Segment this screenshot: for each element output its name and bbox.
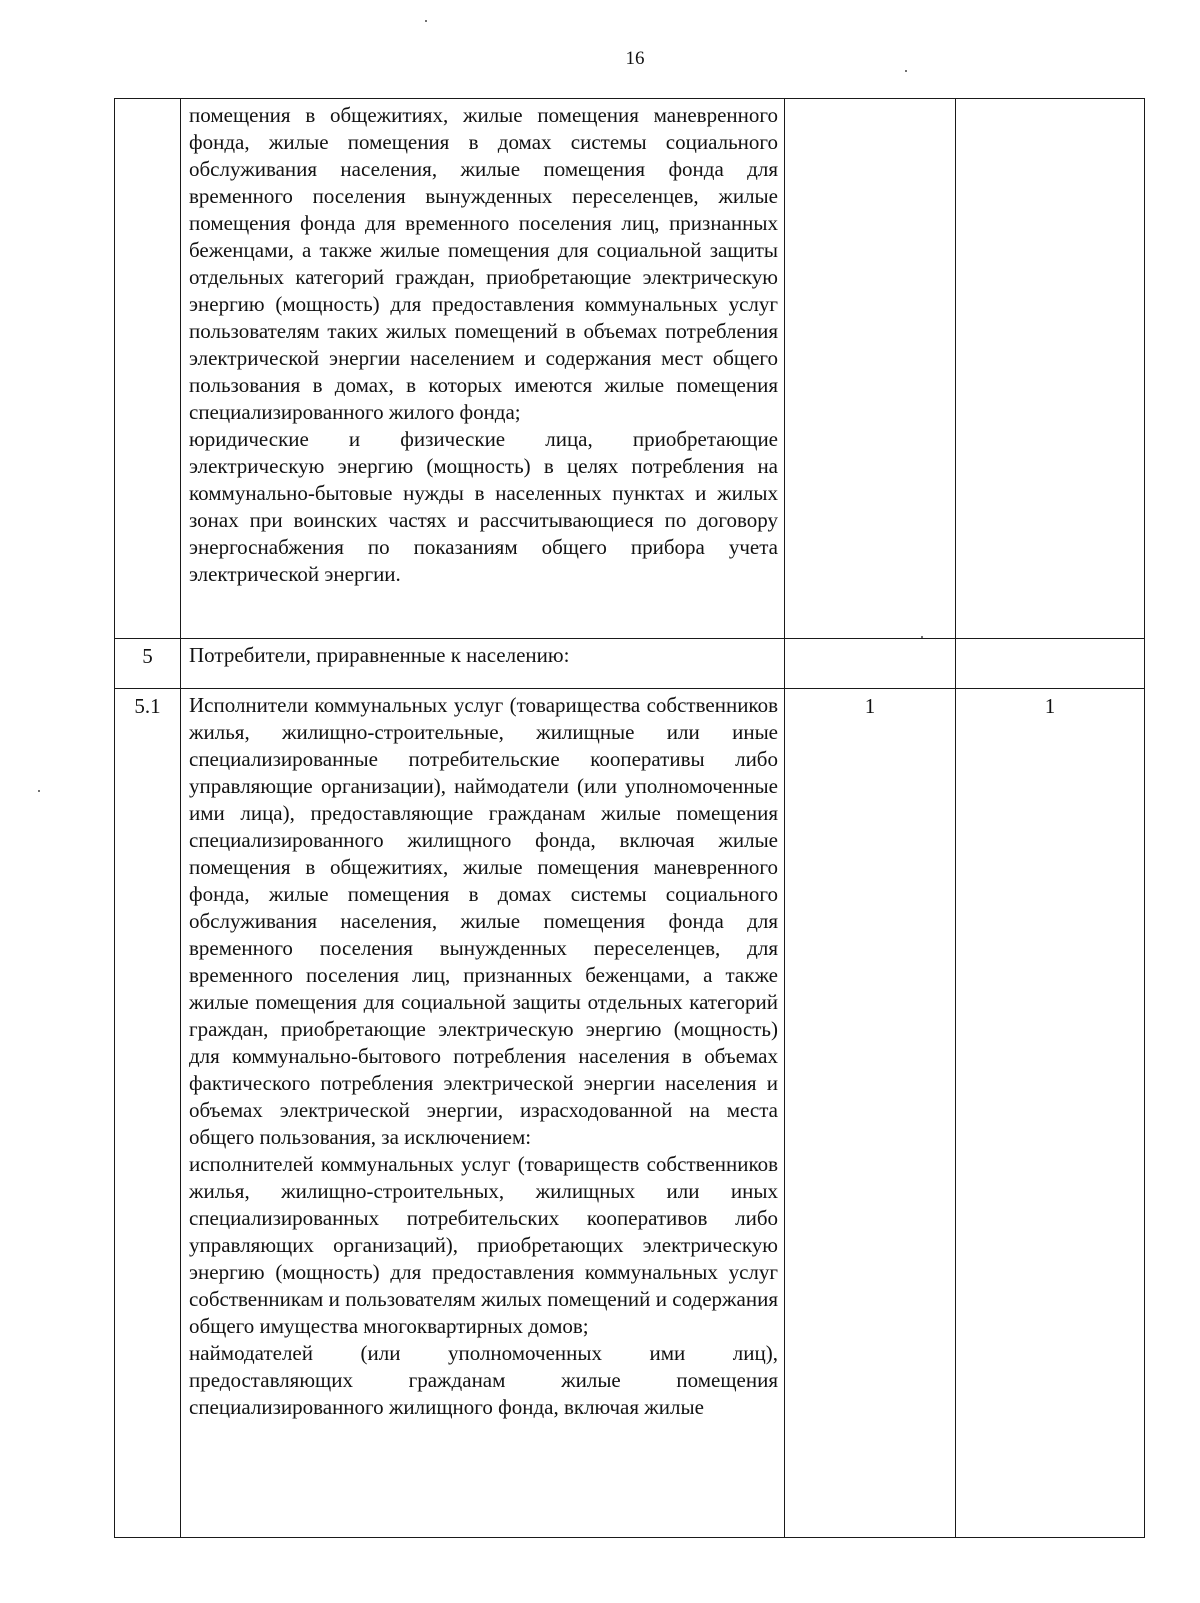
description-paragraph: помещения в общежитиях, жилые помещения маневренного фонда, жилые помещения в домах системы социального обслуживания населения, жилые помещения фонда для временного поселения вынужденных переселенцев, жилые помещения фонда для временного поселения лиц, признанных беженцами, а также жилые помещения для социальной защиты отдельных категорий граждан, приобретающие электрическую энергию (мощность) для предоставления коммунальных услуг пользователям таких жилых помещений в объемах потребления электрической энергии населением и содержания мест общего пользования в домах, в которых имеются жилые помещения специализированного жилого фонда; <box>189 103 778 424</box>
description-paragraph: наймодателей (или уполномоченных ими лиц), предоставляющих гражданам жилые помещения специализированного жилищного фонда, включая жилые <box>189 1341 778 1419</box>
row-number-cell: 5.1 <box>115 689 181 1538</box>
row-number-cell: 5 <box>115 639 181 689</box>
page-number: 16 <box>625 48 645 69</box>
value-cell-col3: 1 <box>785 689 956 1538</box>
description-paragraph: Потребители, приравненные к населению: <box>189 643 570 667</box>
scan-speck <box>38 790 40 792</box>
description-paragraph: исполнителей коммунальных услуг (товариществ собственников жилья, жилищно-строительных, жилищных или иных специализированных потребительских кооперативов либо управляющих организаций), приобретающих электрическую энергию (мощность) для предоставления коммунальных услуг собственникам и пользователям жилых помещений и содержания общего имущества многоквартирных домов; <box>189 1152 778 1338</box>
value-cell-col3 <box>785 99 956 639</box>
scan-speck <box>921 636 923 638</box>
table-row <box>115 689 1145 1538</box>
description-cell <box>181 689 785 1538</box>
tariff-table <box>114 98 1145 1538</box>
table-row <box>115 639 1145 689</box>
value-cell-col4 <box>956 99 1145 639</box>
value-cell-col3 <box>785 639 956 689</box>
table-row <box>115 99 1145 639</box>
scan-speck <box>905 70 907 72</box>
scan-speck <box>425 20 427 22</box>
value-cell-col4 <box>956 639 1145 689</box>
description-paragraph: Исполнители коммунальных услуг (товарищества собственников жилья, жилищно-строительные, жилищные или иные специализированные потребительские кооперативы либо управляющие организации), наймодатели (или уполномоченные ими лица), предоставляющие гражданам жилые помещения специализированного жилищного фонда, включая жилые помещения в общежитиях, жилые помещения маневренного фонда, жилые помещения в домах системы социального обслуживания населения, жилые помещения фонда для временного поселения вынужденных переселенцев, для временного поселения лиц, признанных беженцами, а также жилые помещения для социальной защиты отдельных категорий граждан, приобретающие электрическую энергию (мощность) для коммунально-бытового потребления населения в объемах фактического потребления электрической энергии населения и объемах электрической энергии, израсходованной на места общего пользования, за исключением: <box>189 693 778 1149</box>
value-cell-col4: 1 <box>956 689 1145 1538</box>
description-paragraph: юридические и физические лица, приобретающие электрическую энергию (мощность) в целях потребления на коммунально-бытовые нужды в населенных пунктах и жилых зонах при воинских частях и рассчитывающиеся по договору энергоснабжения по показаниям общего прибора учета электрической энергии. <box>189 427 778 586</box>
row-number-cell <box>115 99 181 639</box>
description-cell <box>181 639 785 689</box>
description-cell <box>181 99 785 639</box>
